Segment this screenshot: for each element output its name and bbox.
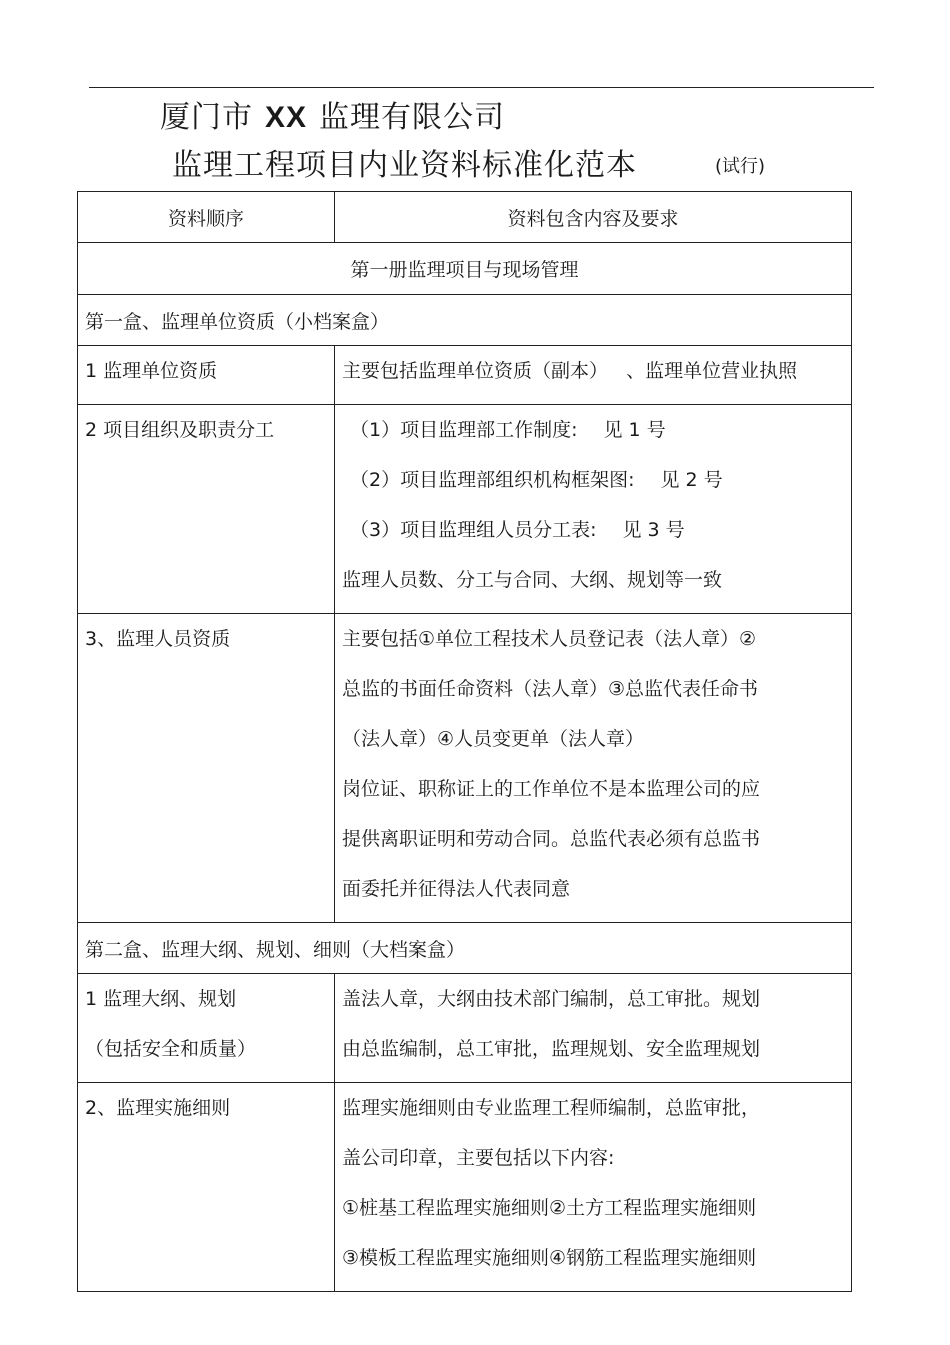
row3-line: 面委托并征得法人代表同意	[342, 878, 571, 900]
title-suffix: 监理有限公司	[319, 100, 506, 135]
row4-label-line1: 1 监理大纲、规划	[85, 988, 237, 1010]
row3-line: 提供离职证明和劳动合同。总监代表必须有总监书	[342, 828, 761, 850]
document-title	[160, 96, 505, 140]
row5-label: 2、监理实施细则	[85, 1097, 231, 1119]
title-xx: XX	[265, 101, 308, 134]
row3-line: （法人章）④人员变更单（法人章）	[342, 728, 645, 750]
top-rule	[89, 87, 874, 88]
book-title-row	[78, 243, 852, 295]
title-prefix: 厦门市	[160, 100, 253, 135]
row2-item-3-text: （3）项目监理组人员分工表:	[350, 519, 597, 541]
book-title: 第一册监理项目与现场管理	[78, 243, 852, 295]
row2-item-2-ref: 见 2 号	[660, 469, 723, 491]
row3-line: 主要包括①单位工程技术人员登记表（法人章）②	[342, 628, 757, 650]
row2-item-1-ref: 见 1 号	[603, 419, 666, 441]
row2-item-1	[342, 405, 845, 455]
row5-line: ①桩基工程监理实施细则②土方工程监理实施细则	[342, 1197, 757, 1219]
row2-item-3-ref: 见 3 号	[622, 519, 685, 541]
row4-line: 由总监编制，总工审批，监理规划、安全监理规划	[342, 1038, 761, 1060]
row2-item-1-text: （1）项目监理部工作制度:	[350, 419, 578, 441]
row2-note: 监理人员数、分工与合同、大纲、规划等一致	[342, 569, 723, 591]
row2-item-2	[342, 455, 845, 505]
row4-line: 盖法人章，大纲由技术部门编制，总工审批。规划	[342, 988, 761, 1010]
trial-note: (试行)	[715, 156, 766, 177]
document-subtitle: 监理工程项目内业资料标准化范本	[172, 148, 637, 183]
box1-title: 第一盒、监理单位资质（小档案盒）	[78, 295, 852, 346]
row3-line: 岗位证、职称证上的工作单位不是本监理公司的应	[342, 778, 761, 800]
col1-header: 资料顺序	[78, 192, 335, 243]
row2-label: 2 项目组织及职责分工	[85, 419, 275, 441]
table-row	[78, 1083, 852, 1292]
row3-line: 总监的书面任命资料（法人章）③总监代表任命书	[342, 678, 759, 700]
row1-label: 1 监理单位资质	[85, 360, 218, 382]
table-header-row	[78, 192, 852, 243]
row2-item-2-text: （2）项目监理部组织机构框架图:	[350, 469, 635, 491]
row5-line: 盖公司印章，主要包括以下内容:	[342, 1147, 615, 1169]
row4-label-line2: （包括安全和质量）	[85, 1038, 257, 1060]
box1-row	[78, 295, 852, 346]
col2-header: 资料包含内容及要求	[335, 192, 852, 243]
row5-line: ③模板工程监理实施细则④钢筋工程监理实施细则	[342, 1247, 757, 1269]
row2-item-3	[342, 505, 845, 555]
row5-line: 监理实施细则由专业监理工程师编制，总监审批，	[342, 1097, 761, 1119]
row3-label: 3、监理人员资质	[85, 628, 231, 650]
table-row	[78, 346, 852, 405]
row1-content: 主要包括监理单位资质（副本） 、监理单位营业执照	[342, 360, 798, 382]
table-row	[78, 974, 852, 1083]
requirements-table	[77, 191, 852, 1292]
box2-title: 第二盒、监理大纲、规划、细则（大档案盒）	[78, 923, 852, 974]
box2-row	[78, 923, 852, 974]
table-row	[78, 614, 852, 923]
table-row	[78, 405, 852, 614]
